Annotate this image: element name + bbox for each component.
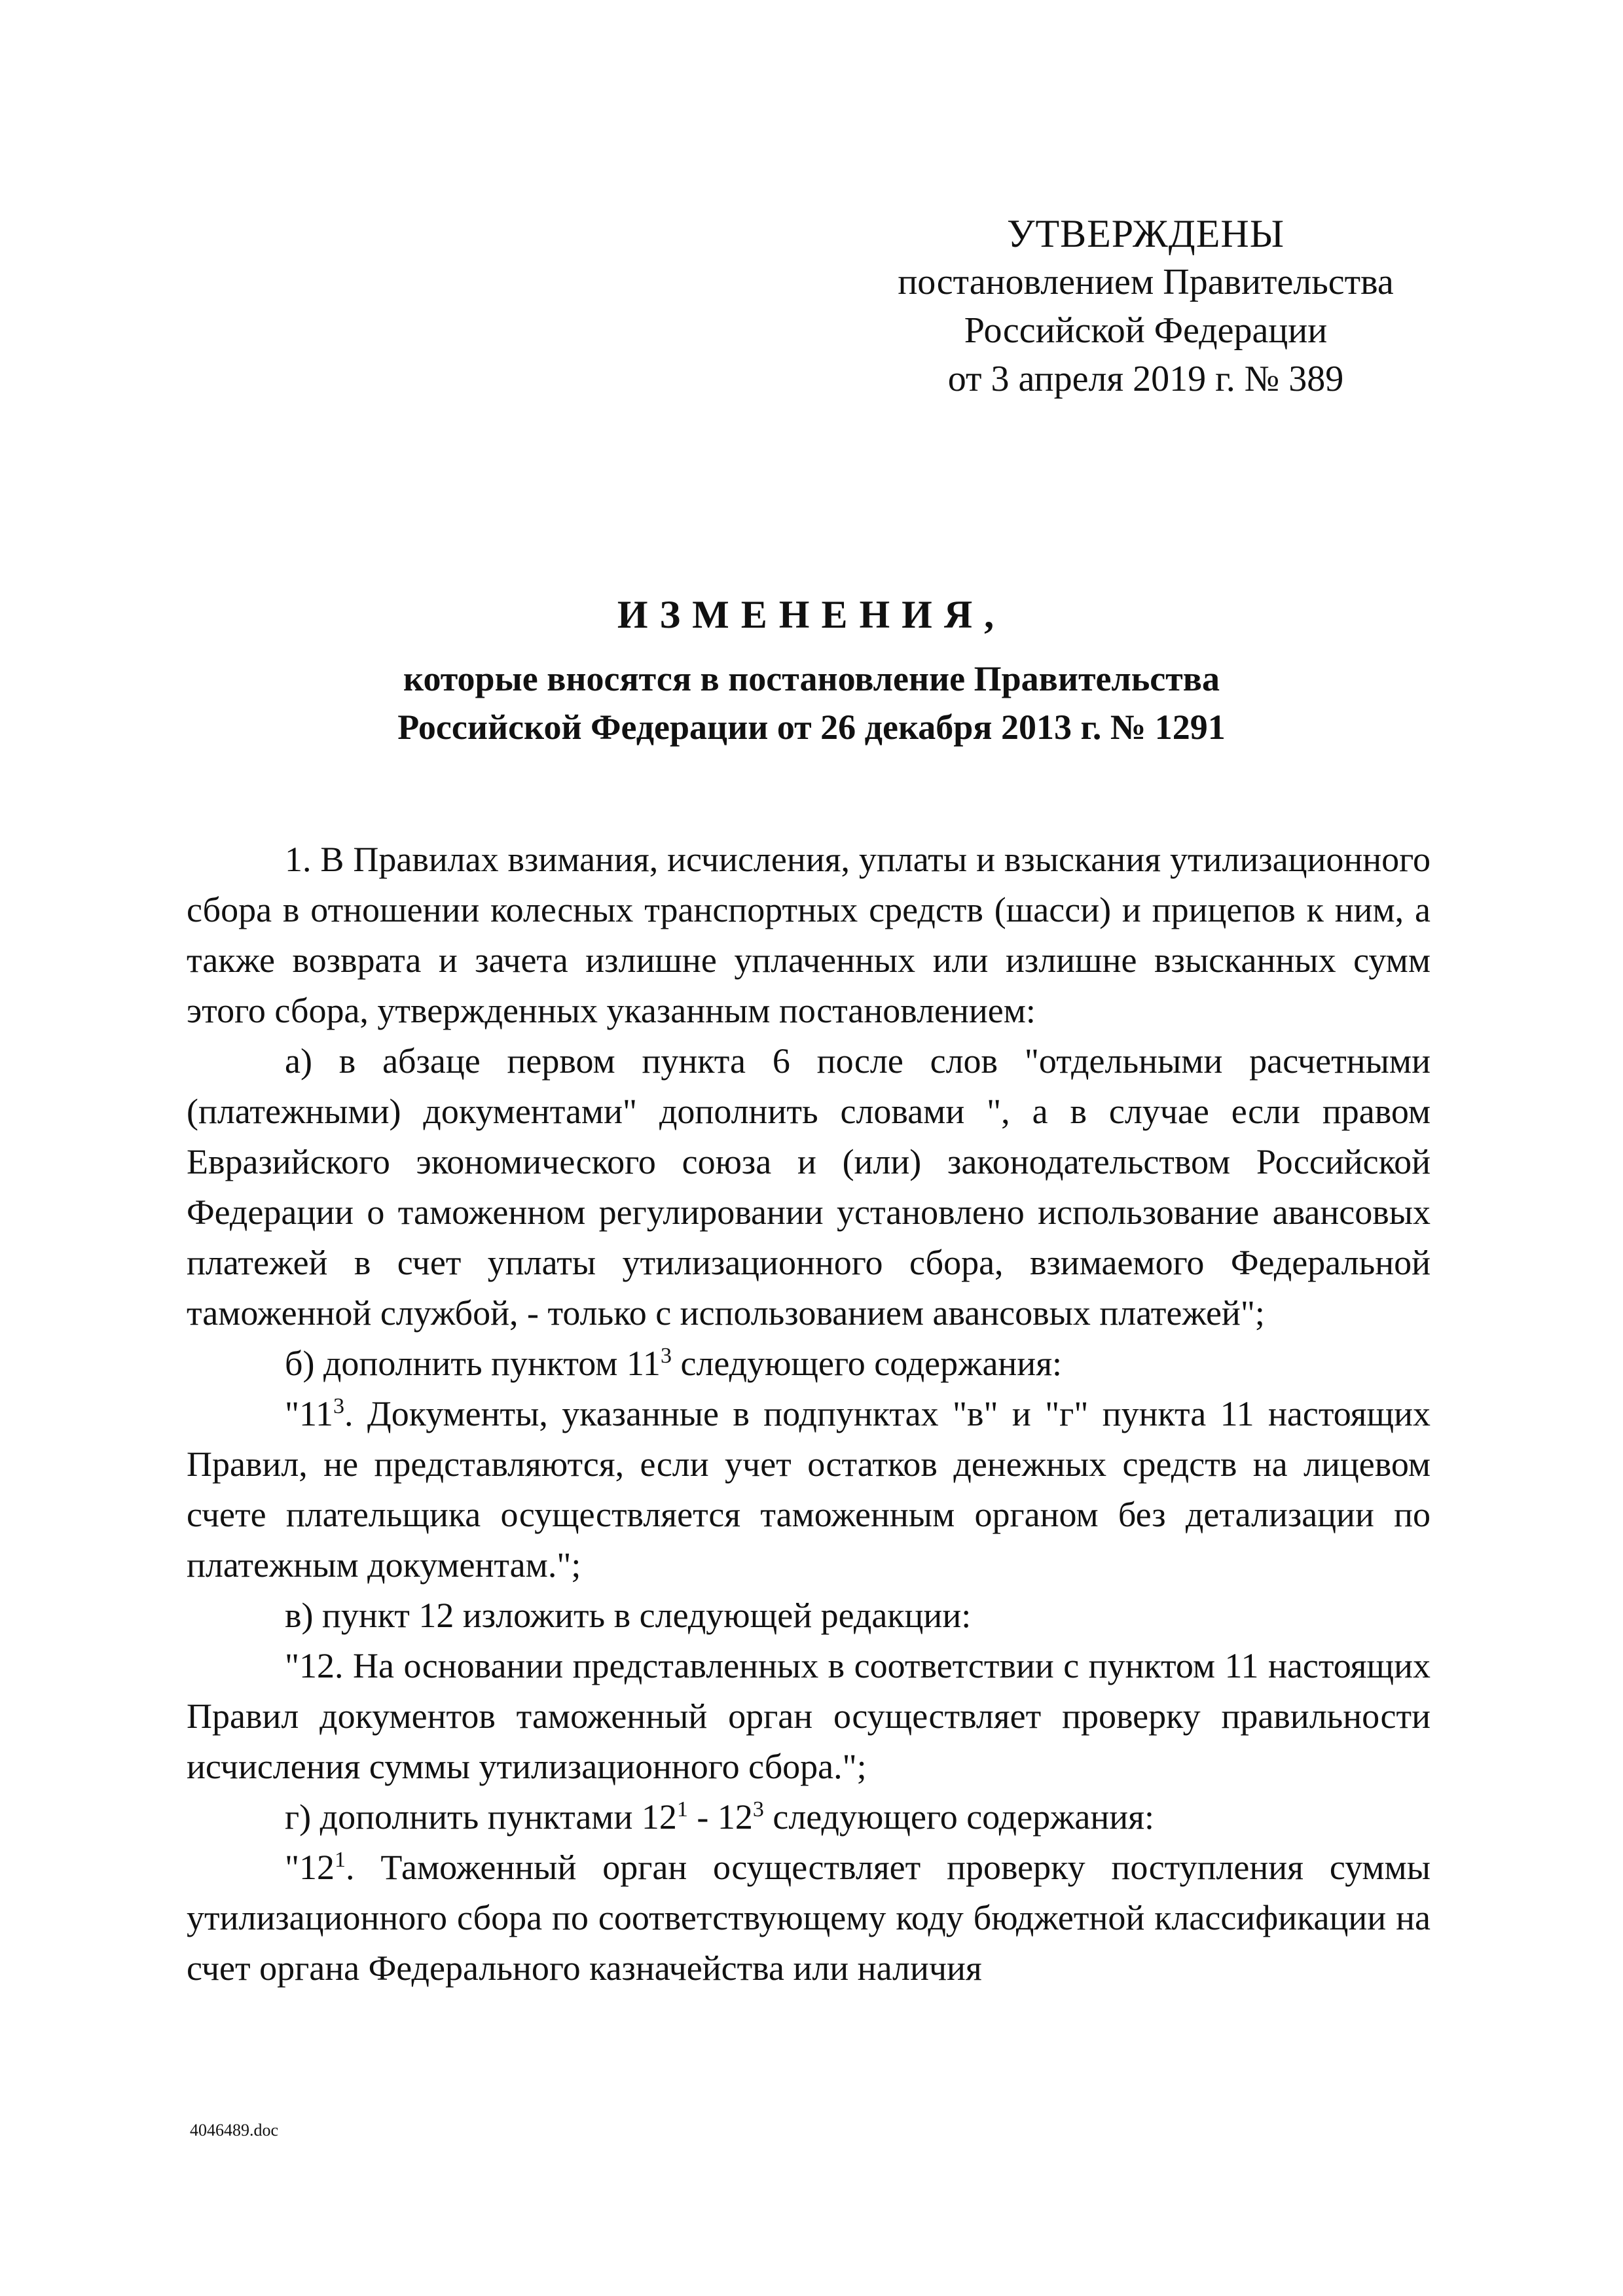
superscript: 1 xyxy=(335,1848,346,1872)
superscript: 3 xyxy=(752,1797,764,1821)
paragraph-11-3 xyxy=(187,1389,1431,1590)
superscript: 1 xyxy=(676,1797,688,1821)
document-subtitle xyxy=(196,655,1427,751)
paragraph-g-text: г) дополнить пунктами 12 xyxy=(285,1797,677,1837)
paragraph-12-1 xyxy=(187,1842,1431,1994)
subtitle-line-1: которые вносятся в постановление Правительства xyxy=(403,659,1220,698)
paragraph-g-dash: - 12 xyxy=(687,1797,753,1837)
approval-title: УТВЕРЖДЕНЫ xyxy=(1006,212,1285,255)
subtitle-line-2: Российской Федерации от 26 декабря 2013 г. № 1291 xyxy=(397,708,1226,747)
document-body xyxy=(187,834,1431,1994)
paragraph-11-3-start: "11 xyxy=(285,1394,334,1433)
paragraph-a: а) в абзаце первом пункта 6 после слов "отдельными расчетными (платежными) документами" дополнить словами ", а в случае если правом Евразийского экономического союза и (или) законодательством Российской Федерации о таможенном регулировании установлено использование авансовых платежей в счет уплаты утилизационного сбора, взимаемого Федеральной таможенной службой, - только с использованием авансовых платежей"; xyxy=(187,1041,1431,1333)
paragraph-g xyxy=(187,1792,1431,1842)
paragraph-12: "12. На основании представленных в соответствии с пунктом 11 настоящих Правил документов таможенный орган осуществляет проверку правильности исчисления суммы утилизационного сбора."; xyxy=(187,1646,1431,1786)
paragraph-g-text-end: следующего содержания: xyxy=(763,1797,1154,1837)
document-file-id: 4046489.doc xyxy=(190,2121,279,2140)
paragraph-12-1-text: . Таможенный орган осуществляет проверку поступления суммы утилизационного сбора по соответствующему коду бюджетной классификации на счет органа Федерального казначейства или наличия xyxy=(187,1848,1431,1988)
approval-block xyxy=(818,209,1473,403)
approval-line-2: Российской Федерации xyxy=(964,310,1328,351)
document-title: ИЗМЕНЕНИЯ, xyxy=(617,593,1006,636)
paragraph-b-text-end: следующего содержания: xyxy=(671,1344,1063,1383)
superscript: 3 xyxy=(660,1344,672,1368)
approval-line-1: постановлением Правительства xyxy=(898,262,1394,302)
superscript: 3 xyxy=(333,1394,345,1418)
paragraph-1: 1. В Правилах взимания, исчисления, уплаты и взыскания утилизационного сбора в отношении колесных транспортных средств (шасси) и прицепов к ним, а также возврата и зачета излишне уплаченных или излишне взысканных сумм этого сбора, утвержденных указанным постановлением: xyxy=(187,840,1431,1030)
paragraph-12-1-start: "12 xyxy=(285,1848,335,1887)
paragraph-v: в) пункт 12 изложить в следующей редакции: xyxy=(285,1596,972,1635)
approval-line-3: от 3 апреля 2019 г. № 389 xyxy=(947,359,1344,399)
paragraph-b xyxy=(187,1338,1431,1389)
paragraph-b-text: б) дополнить пунктом 11 xyxy=(285,1344,661,1383)
paragraph-11-3-text: . Документы, указанные в подпунктах "в" и "г" пункта 11 настоящих Правил, не представляются, если учет остатков денежных средств на лицевом счете плательщика осуществляется таможенным органом без детализации по платежным документам."; xyxy=(187,1394,1431,1585)
